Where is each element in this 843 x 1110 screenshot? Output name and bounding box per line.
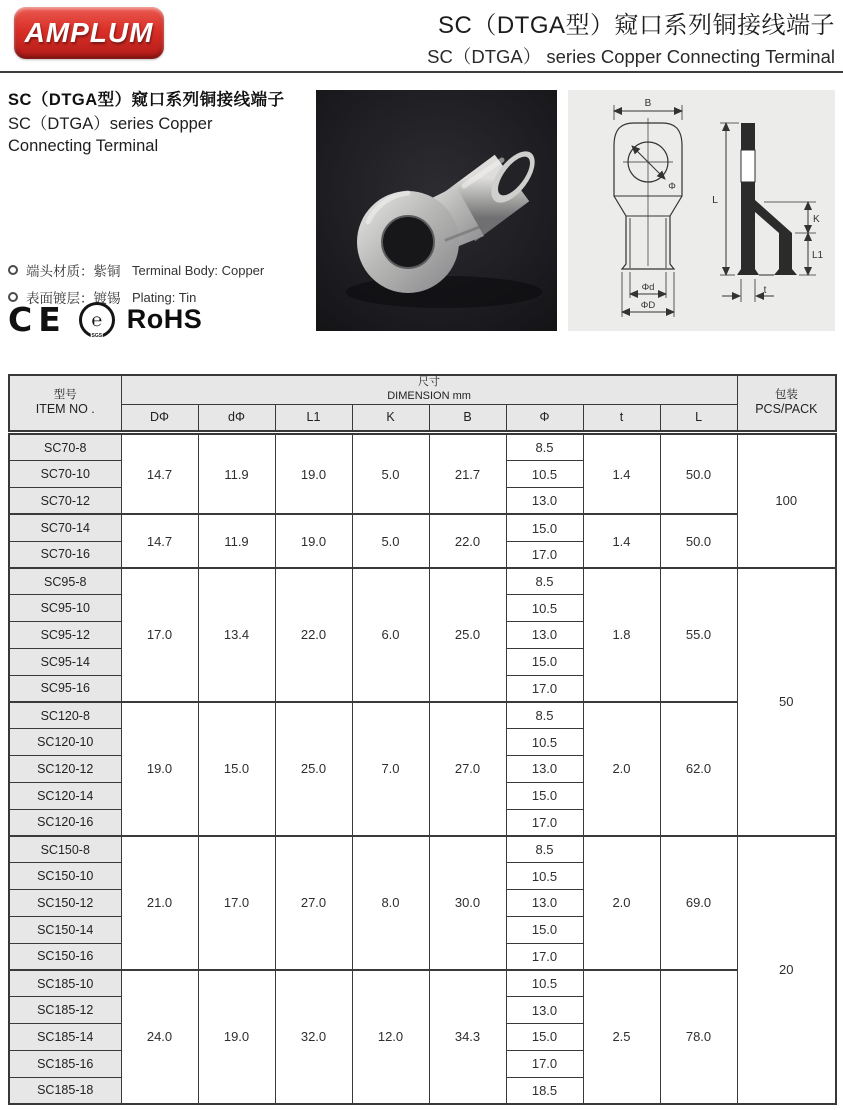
certification-marks <box>8 300 202 339</box>
DPhi-cell: 19.0 <box>121 702 198 836</box>
DPhi-cell: 17.0 <box>121 568 198 702</box>
header-col-dPhi: dΦ <box>198 404 275 431</box>
Phi-cell: 8.5 <box>506 836 583 863</box>
Phi-cell: 10.5 <box>506 461 583 488</box>
dim-label-L1: L1 <box>812 250 824 261</box>
Phi-cell: 13.0 <box>506 890 583 917</box>
Phi-cell: 10.5 <box>506 729 583 756</box>
Phi-cell: 15.0 <box>506 514 583 541</box>
page-title-en: SC（DTGA） series Copper Connecting Terminal <box>427 46 835 67</box>
item-no-cell: SC185-18 <box>9 1077 121 1104</box>
item-no-cell: SC120-8 <box>9 702 121 729</box>
Phi-cell: 8.5 <box>506 434 583 461</box>
product-title-en <box>8 113 310 158</box>
masthead-divider <box>0 71 843 73</box>
L1-cell: 19.0 <box>275 434 352 514</box>
item-no-cell: SC150-10 <box>9 863 121 890</box>
item-no-cell: SC185-16 <box>9 1050 121 1077</box>
rohs-mark: RoHS <box>126 304 203 334</box>
t-cell: 2.0 <box>583 702 660 836</box>
spec-row-material <box>8 260 310 280</box>
K-cell: 12.0 <box>352 970 429 1104</box>
table-row <box>9 970 836 997</box>
spec-table-header <box>8 374 837 432</box>
L1-cell: 19.0 <box>275 514 352 568</box>
e-mark-subtext: SGS <box>91 332 103 339</box>
L1-cell: 27.0 <box>275 836 352 970</box>
Phi-cell: 8.5 <box>506 568 583 595</box>
L-cell: 55.0 <box>660 568 737 702</box>
dimension-drawing <box>568 90 835 331</box>
Phi-cell: 17.0 <box>506 809 583 836</box>
item-no-cell: SC70-16 <box>9 541 121 568</box>
e-mark-glyph: ℮ <box>91 309 103 330</box>
K-cell: 5.0 <box>352 514 429 568</box>
item-no-cell: SC120-12 <box>9 756 121 783</box>
item-no-cell: SC95-12 <box>9 622 121 649</box>
dPhi-cell: 15.0 <box>198 702 275 836</box>
spec-table-body <box>8 433 837 1105</box>
item-no-cell: SC70-8 <box>9 434 121 461</box>
dPhi-cell: 11.9 <box>198 514 275 568</box>
Phi-cell: 10.5 <box>506 863 583 890</box>
header-pack <box>737 375 836 431</box>
DPhi-cell: 14.7 <box>121 434 198 514</box>
K-cell: 7.0 <box>352 702 429 836</box>
dPhi-cell: 19.0 <box>198 970 275 1104</box>
item-no-cell: SC150-14 <box>9 916 121 943</box>
t-cell: 2.5 <box>583 970 660 1104</box>
header-dimension <box>121 375 737 404</box>
dim-label-b: B <box>644 98 652 109</box>
Phi-cell: 8.5 <box>506 702 583 729</box>
dim-label-phiD: ΦD <box>640 300 656 311</box>
product-intro <box>8 86 310 158</box>
header-col-B: B <box>429 404 506 431</box>
table-row <box>9 836 836 863</box>
item-no-cell: SC120-10 <box>9 729 121 756</box>
header-item-no-en: ITEM NO . <box>35 402 95 417</box>
Phi-cell: 17.0 <box>506 541 583 568</box>
front-view-labels <box>641 98 676 311</box>
item-no-cell: SC95-14 <box>9 648 121 675</box>
pack-cell: 20 <box>737 836 836 1104</box>
dim-label-phi: Φ <box>668 181 676 192</box>
side-view <box>737 123 797 275</box>
item-no-cell: SC95-10 <box>9 595 121 622</box>
Phi-cell: 17.0 <box>506 1050 583 1077</box>
item-no-cell: SC150-8 <box>9 836 121 863</box>
item-no-cell: SC185-14 <box>9 1024 121 1051</box>
pack-cell: 100 <box>737 434 836 568</box>
B-cell: 34.3 <box>429 970 506 1104</box>
L-cell: 69.0 <box>660 836 737 970</box>
Phi-cell: 15.0 <box>506 1024 583 1051</box>
page-title-cn: SC（DTGA型）窥口系列铜接线端子 <box>437 12 835 39</box>
spec-plating-en: Plating: Tin <box>132 289 197 305</box>
dPhi-cell: 17.0 <box>198 836 275 970</box>
Phi-cell: 10.5 <box>506 970 583 997</box>
L-cell: 50.0 <box>660 434 737 514</box>
spec-plating-cn: 表面镀层：镀锡 <box>26 291 121 306</box>
spec-material-en: Terminal Body: Copper <box>132 262 265 278</box>
table-row <box>9 514 836 541</box>
Phi-cell: 10.5 <box>506 595 583 622</box>
item-no-cell: SC95-16 <box>9 675 121 702</box>
item-no-cell: SC185-12 <box>9 997 121 1024</box>
dim-label-t: t <box>763 285 767 296</box>
ce-mark: CE <box>8 300 67 339</box>
t-cell: 1.4 <box>583 434 660 514</box>
B-cell: 30.0 <box>429 836 506 970</box>
Phi-cell: 15.0 <box>506 916 583 943</box>
item-no-cell: SC70-12 <box>9 488 121 515</box>
header-col-Phi: Φ <box>506 404 583 431</box>
item-no-cell: SC70-10 <box>9 461 121 488</box>
header-col-DPhi: DΦ <box>121 404 198 431</box>
DPhi-cell: 24.0 <box>121 970 198 1104</box>
header-pack-en: PCS/PACK <box>755 402 818 417</box>
dPhi-cell: 11.9 <box>198 434 275 514</box>
dim-label-K: K <box>813 214 820 225</box>
header-item-no <box>9 375 121 431</box>
Phi-cell: 15.0 <box>506 782 583 809</box>
t-cell: 2.0 <box>583 836 660 970</box>
Phi-cell: 13.0 <box>506 756 583 783</box>
spec-material-cn: 端头材质：紫铜 <box>26 264 121 279</box>
technical-drawing <box>568 90 835 331</box>
dim-label-phid: Φd <box>641 282 655 293</box>
K-cell: 8.0 <box>352 836 429 970</box>
L1-cell: 22.0 <box>275 568 352 702</box>
L1-cell: 25.0 <box>275 702 352 836</box>
Phi-cell: 13.0 <box>506 622 583 649</box>
L-cell: 62.0 <box>660 702 737 836</box>
L1-cell: 32.0 <box>275 970 352 1104</box>
item-no-cell: SC150-16 <box>9 943 121 970</box>
Phi-cell: 13.0 <box>506 997 583 1024</box>
item-no-cell: SC95-8 <box>9 568 121 595</box>
Phi-cell: 15.0 <box>506 648 583 675</box>
item-no-cell: SC70-14 <box>9 514 121 541</box>
product-photo <box>316 90 557 331</box>
Phi-cell: 17.0 <box>506 675 583 702</box>
item-no-cell: SC120-16 <box>9 809 121 836</box>
item-no-cell: SC185-10 <box>9 970 121 997</box>
page-title <box>427 5 835 69</box>
table-row <box>9 568 836 595</box>
bullet-icon <box>8 265 18 275</box>
L-cell: 78.0 <box>660 970 737 1104</box>
table-row <box>9 702 836 729</box>
brand-logo <box>14 7 164 59</box>
header-col-L: L <box>660 404 737 431</box>
t-cell: 1.4 <box>583 514 660 568</box>
B-cell: 25.0 <box>429 568 506 702</box>
t-cell: 1.8 <box>583 568 660 702</box>
DPhi-cell: 21.0 <box>121 836 198 970</box>
product-title-en-line2: Connecting Terminal <box>8 137 159 156</box>
K-cell: 6.0 <box>352 568 429 702</box>
B-cell: 22.0 <box>429 514 506 568</box>
header-col-L1: L1 <box>275 404 352 431</box>
header-col-t: t <box>583 404 660 431</box>
brand-logo-text: AMPLUM <box>24 17 154 48</box>
Phi-cell: 17.0 <box>506 943 583 970</box>
header-item-no-cn: 型号 <box>53 389 77 401</box>
product-title-cn: SC（DTGA型）窥口系列铜接线端子 <box>8 91 285 109</box>
header-dimension-en: DIMENSION mm <box>387 389 471 402</box>
header-col-K: K <box>352 404 429 431</box>
dPhi-cell: 13.4 <box>198 568 275 702</box>
K-cell: 5.0 <box>352 434 429 514</box>
header-pack-cn: 包装 <box>774 389 798 401</box>
table-row <box>9 434 836 461</box>
B-cell: 27.0 <box>429 702 506 836</box>
terminal-photo-illustration <box>316 90 557 331</box>
product-title-en-line1: SC（DTGA）series Copper <box>8 115 213 133</box>
item-no-cell: SC120-14 <box>9 782 121 809</box>
Phi-cell: 18.5 <box>506 1077 583 1104</box>
Phi-cell: 13.0 <box>506 488 583 515</box>
dim-label-L: L <box>712 194 718 206</box>
header-dimension-cn: 尺寸 <box>418 376 441 388</box>
DPhi-cell: 14.7 <box>121 514 198 568</box>
L-cell: 50.0 <box>660 514 737 568</box>
B-cell: 21.7 <box>429 434 506 514</box>
e-mark-icon <box>79 302 115 338</box>
side-view-labels <box>712 194 823 296</box>
item-no-cell: SC150-12 <box>9 890 121 917</box>
pack-cell: 50 <box>737 568 836 836</box>
